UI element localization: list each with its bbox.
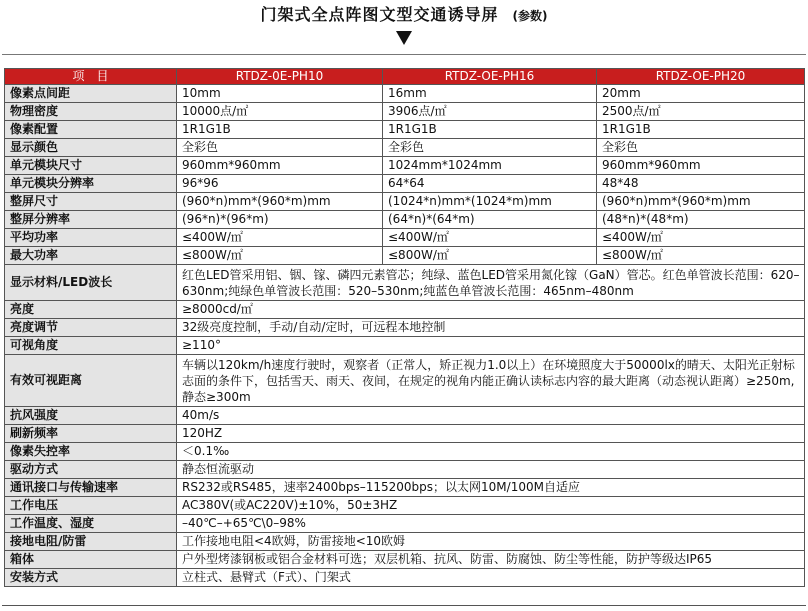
row-label: 有效可视距离: [5, 355, 177, 407]
row-label: 像素失控率: [5, 443, 177, 461]
row-label: 像素配置: [5, 121, 177, 139]
table-cell: –40℃–+65℃\0–98%: [177, 515, 805, 533]
table-cell: ≥8000cd/㎡: [177, 301, 805, 319]
table-cell: 120HZ: [177, 425, 805, 443]
table-cell: 全彩色: [177, 139, 383, 157]
table-cell: (48*n)*(48*m): [597, 211, 805, 229]
table-cell: (96*n)*(96*m): [177, 211, 383, 229]
table-cell: RS232或RS485，速率2400bps–115200bps；以太网10M/100M自适应: [177, 479, 805, 497]
title-text: 门架式全点阵图文型交通诱导屏: [260, 5, 499, 24]
row-label: 亮度调节: [5, 319, 177, 337]
table-cell: 960mm*960mm: [177, 157, 383, 175]
row-label: 单元模块分辨率: [5, 175, 177, 193]
row-label: 可视角度: [5, 337, 177, 355]
table-cell: ≤400W/㎡: [177, 229, 383, 247]
table-cell: 32级亮度控制，手动/自动/定时，可远程本地控制: [177, 319, 805, 337]
row-label: 平均功率: [5, 229, 177, 247]
row-label: 抗风强度: [5, 407, 177, 425]
row-label: 工作温度、湿度: [5, 515, 177, 533]
table-cell: 2500点/㎡: [597, 103, 805, 121]
row-label: 显示颜色: [5, 139, 177, 157]
table-cell: (960*n)mm*(960*m)mm: [597, 193, 805, 211]
table-row: [5, 407, 805, 425]
row-label: 驱动方式: [5, 461, 177, 479]
row-label: 接地电阻/防雷: [5, 533, 177, 551]
table-cell: 工作接地电阻<4欧姆，防雷接地<10欧姆: [177, 533, 805, 551]
row-label: 刷新频率: [5, 425, 177, 443]
table-cell: ≥110°: [177, 337, 805, 355]
table-row: [5, 301, 805, 319]
table-row: [5, 247, 805, 265]
column-header: 项 目: [5, 69, 177, 85]
spec-table: [4, 68, 805, 587]
column-header: RTDZ-OE-PH16: [383, 69, 597, 85]
divider: [2, 605, 806, 606]
table-cell: 红色LED管采用铝、铟、镓、磷四元素管芯；纯绿、蓝色LED管采用氮化镓（GaN）管芯。红色单管波长范围：620–630nm;纯绿色单管波长范围：520–530nm;纯蓝色单管波长范围：465nm–480nm: [177, 265, 805, 301]
row-label: 显示材料/LED波长: [5, 265, 177, 301]
table-row: [5, 515, 805, 533]
table-cell: 户外型烤漆钢板或铝合金材料可选；双层机箱、抗风、防雷、防腐蚀、防尘等性能，防护等级达IP65: [177, 551, 805, 569]
table-cell: 立柱式、悬臂式（F式）、门架式: [177, 569, 805, 587]
table-row: [5, 425, 805, 443]
table-cell: ≤400W/㎡: [597, 229, 805, 247]
table-cell: (960*n)mm*(960*m)mm: [177, 193, 383, 211]
table-row: [5, 85, 805, 103]
table-row: [5, 337, 805, 355]
table-cell: (64*n)*(64*m): [383, 211, 597, 229]
column-header: RTDZ-OE-PH20: [597, 69, 805, 85]
table-row: [5, 355, 805, 407]
table-cell: AC380V(或AC220V)±10%，50±3HZ: [177, 497, 805, 515]
table-row: [5, 121, 805, 139]
table-cell: 3906点/㎡: [383, 103, 597, 121]
table-cell: 40m/s: [177, 407, 805, 425]
table-cell: 960mm*960mm: [597, 157, 805, 175]
table-row: [5, 569, 805, 587]
row-label: 通讯接口与传输速率: [5, 479, 177, 497]
table-row: [5, 229, 805, 247]
table-cell: 静态恒流驱动: [177, 461, 805, 479]
table-cell: ≤400W/㎡: [383, 229, 597, 247]
table-row: [5, 265, 805, 301]
row-label: 箱体: [5, 551, 177, 569]
table-row: [5, 193, 805, 211]
table-cell: 10mm: [177, 85, 383, 103]
divider: [2, 54, 806, 55]
row-label: 物理密度: [5, 103, 177, 121]
row-label: 安装方式: [5, 569, 177, 587]
row-label: 像素点间距: [5, 85, 177, 103]
table-cell: 64*64: [383, 175, 597, 193]
table-row: [5, 319, 805, 337]
table-cell: 20mm: [597, 85, 805, 103]
table-row: [5, 497, 805, 515]
row-label: 最大功率: [5, 247, 177, 265]
table-cell: ≤800W/㎡: [383, 247, 597, 265]
row-label: 整屏分辨率: [5, 211, 177, 229]
table-row: [5, 551, 805, 569]
down-arrow-icon: [396, 31, 412, 45]
table-row: [5, 461, 805, 479]
table-cell: 全彩色: [597, 139, 805, 157]
table-cell: 16mm: [383, 85, 597, 103]
table-row: [5, 533, 805, 551]
row-label: 工作电压: [5, 497, 177, 515]
row-label: 整屏尺寸: [5, 193, 177, 211]
table-cell: (1024*n)mm*(1024*m)mm: [383, 193, 597, 211]
table-cell: 1R1G1B: [597, 121, 805, 139]
table-cell: ＜0.1‰: [177, 443, 805, 461]
table-cell: 车辆以120km/h速度行驶时，观察者（正常人，矫正视力1.0以上）在环境照度大于50000lx的晴天、太阳光正射标志面的条件下，包括雪天、雨天、夜间，在规定的视角内能正确认读标志内容的最大距离（动态视认距离）≥250m,静态≥300m: [177, 355, 805, 407]
title-subtitle: (参数): [512, 9, 548, 23]
row-label: 单元模块尺寸: [5, 157, 177, 175]
table-cell: 全彩色: [383, 139, 597, 157]
table-row: [5, 479, 805, 497]
table-header-row: [5, 69, 805, 85]
table-cell: 48*48: [597, 175, 805, 193]
table-cell: 1R1G1B: [383, 121, 597, 139]
table-row: [5, 157, 805, 175]
page-title: [0, 2, 808, 25]
table-cell: ≤800W/㎡: [597, 247, 805, 265]
row-label: 亮度: [5, 301, 177, 319]
table-row: [5, 175, 805, 193]
table-cell: 10000点/㎡: [177, 103, 383, 121]
table-cell: 1R1G1B: [177, 121, 383, 139]
table-row: [5, 103, 805, 121]
table-cell: 96*96: [177, 175, 383, 193]
column-header: RTDZ-0E-PH10: [177, 69, 383, 85]
table-row: [5, 211, 805, 229]
table-row: [5, 139, 805, 157]
table-cell: 1024mm*1024mm: [383, 157, 597, 175]
table-cell: ≤800W/㎡: [177, 247, 383, 265]
table-row: [5, 443, 805, 461]
